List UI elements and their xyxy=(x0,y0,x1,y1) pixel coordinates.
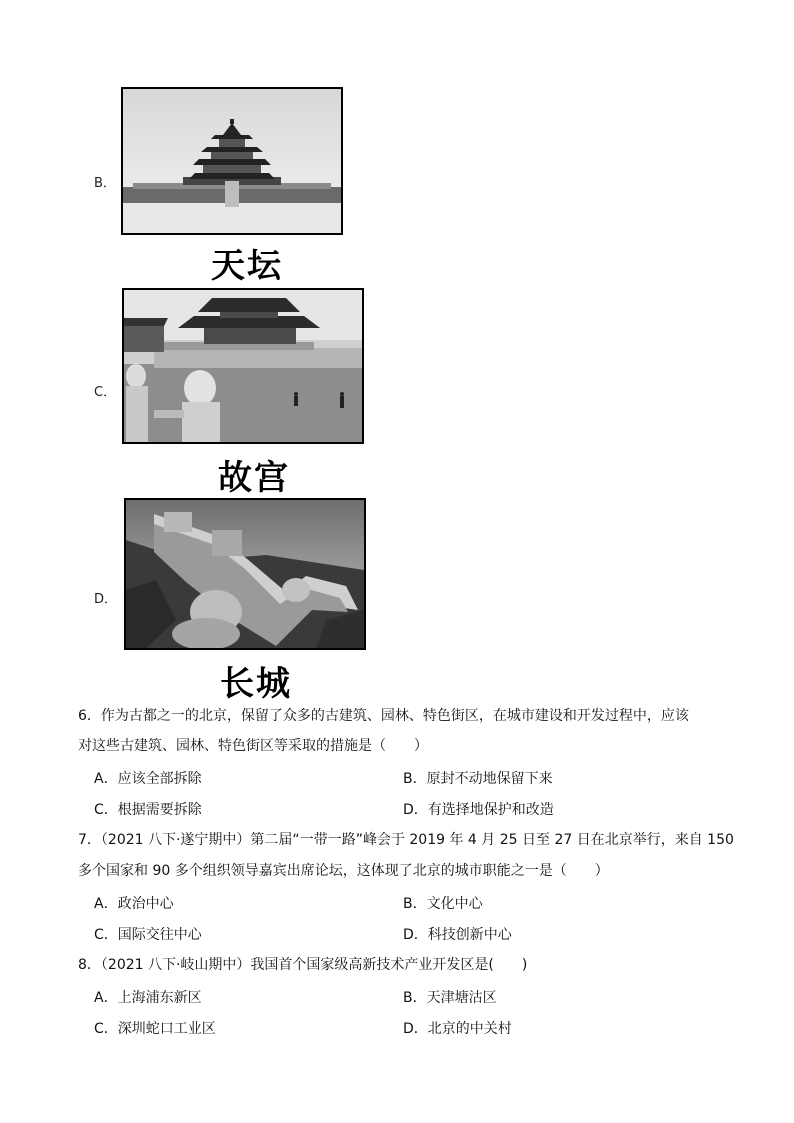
q7-line-1: 7．（2021 八下·遂宁期中）第二届“一带一路”峰会于 2019 年 4 月 25 日至 27 日在北京举行，来自 150 xyxy=(78,832,734,848)
option-c-letter: C． xyxy=(94,385,117,400)
forbidden-city-photo xyxy=(122,288,364,444)
q6-option-a[interactable]: A．应该全部拆除 xyxy=(94,771,202,787)
option-b-letter: B． xyxy=(94,176,116,191)
caption-forbidden-city: 故宫 xyxy=(218,458,290,498)
q8-option-b[interactable]: B．天津塘沽区 xyxy=(403,990,497,1006)
q8-option-a[interactable]: A．上海浦东新区 xyxy=(94,990,202,1006)
q8-option-d[interactable]: D．北京的中关村 xyxy=(403,1021,512,1037)
temple-of-heaven-photo xyxy=(121,87,343,235)
q6-line-2: 对这些古建筑、园林、特色街区等采取的措施是（ ） xyxy=(78,738,428,754)
q6-option-d[interactable]: D．有选择地保护和改造 xyxy=(403,802,554,818)
q8-line-1: 8．（2021 八下·岐山期中）我国首个国家级高新技术产业开发区是( ) xyxy=(78,957,528,973)
q7-option-c[interactable]: C．国际交往中心 xyxy=(94,927,202,943)
option-d-letter: D． xyxy=(94,592,118,607)
q7-option-b[interactable]: B．文化中心 xyxy=(403,896,483,912)
caption-great-wall: 长城 xyxy=(220,664,292,704)
great-wall-photo xyxy=(124,498,366,650)
q8-option-c[interactable]: C．深圳蛇口工业区 xyxy=(94,1021,216,1037)
q7-option-d[interactable]: D．科技创新中心 xyxy=(403,927,512,943)
q6-option-b[interactable]: B．原封不动地保留下来 xyxy=(403,771,553,787)
q6-option-c[interactable]: C．根据需要拆除 xyxy=(94,802,202,818)
caption-temple-of-heaven: 天坛 xyxy=(211,246,283,286)
q7-line-2: 多个国家和 90 多个组织领导嘉宾出席论坛，这体现了北京的城市职能之一是（ ） xyxy=(78,863,609,879)
q6-line-1: 6．作为古都之一的北京，保留了众多的古建筑、园林、特色街区，在城市建设和开发过程中，应该 xyxy=(78,708,689,724)
q7-option-a[interactable]: A．政治中心 xyxy=(94,896,174,912)
